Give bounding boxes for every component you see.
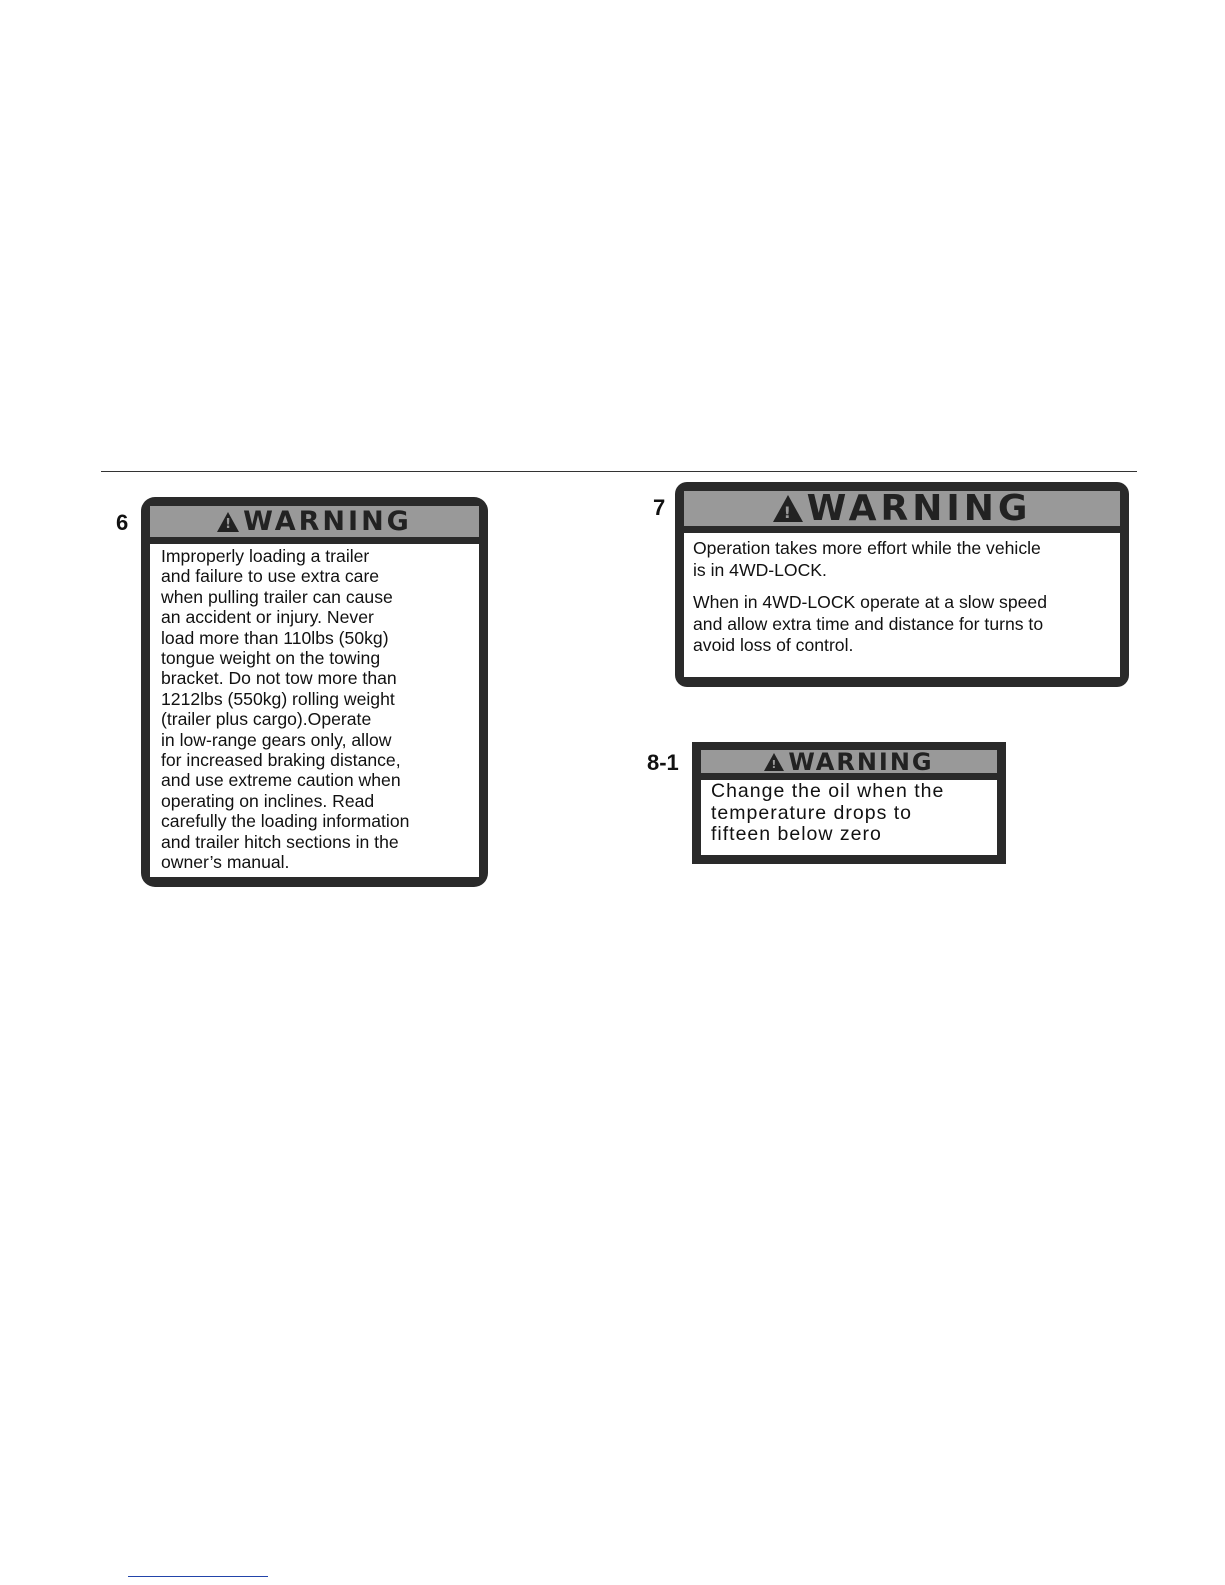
sign-7-paragraph — [693, 538, 1114, 581]
sign-8-1-header-text: WARNING — [788, 747, 934, 776]
sign-6-line: in low-range gears only, allow — [161, 729, 392, 750]
sign-6-body — [150, 544, 479, 877]
sign-6-line: 1212lbs (550kg) rolling weight — [161, 688, 395, 709]
sign-6-line: bracket. Do not tow more than — [161, 668, 397, 689]
sign-6-line: owner’s manual. — [161, 852, 290, 873]
sign-6-header — [150, 506, 479, 537]
sign-7-header-text: WARNING — [806, 488, 1032, 529]
sign-7-header — [684, 488, 1120, 529]
warning-triangle-icon: ! — [773, 495, 803, 522]
sign-6-line: load more than 110lbs (50kg) — [161, 627, 389, 648]
sign-6-line: tongue weight on the towing — [161, 648, 381, 669]
footer-link-underline — [128, 1576, 268, 1577]
sign-8-1-line: temperature drops to — [711, 801, 913, 824]
sign-6-line: and use extreme caution when — [161, 770, 401, 791]
warning-sign-8-1 — [692, 742, 1006, 864]
sign-6-line: an accident or injury. Never — [161, 607, 374, 628]
warning-triangle-icon: ! — [764, 753, 784, 771]
sign-6-number: 6 — [116, 510, 129, 535]
warning-triangle-icon: ! — [217, 512, 239, 532]
sign-7-number: 7 — [653, 495, 666, 520]
sign-7-line: is in 4WD-LOCK. — [693, 559, 827, 580]
sign-7-paragraph — [693, 592, 1114, 657]
sign-8-1-body — [701, 780, 997, 855]
sign-6-line: for increased braking distance, — [161, 750, 401, 771]
warning-sign-7 — [675, 482, 1129, 687]
sign-7-line: avoid loss of control. — [693, 635, 854, 656]
top-divider-rule — [101, 471, 1137, 472]
sign-7-line: When in 4WD-LOCK operate at a slow speed — [693, 592, 1047, 613]
sign-8-1-header — [701, 747, 997, 776]
sign-7-body — [684, 533, 1120, 677]
sign-8-1-number: 8-1 — [647, 750, 679, 775]
sign-6-line: and failure to use extra care — [161, 566, 380, 587]
sign-6-line: (trailer plus cargo).Operate — [161, 709, 372, 730]
warning-sign-6 — [141, 497, 488, 887]
sign-6-header-text: WARNING — [243, 506, 412, 537]
sign-7-line: and allow extra time and distance for turns to — [693, 613, 1044, 634]
sign-6-line: operating on inclines. Read — [161, 790, 375, 811]
sign-6-line: when pulling trailer can cause — [161, 586, 393, 607]
sign-7-line: Operation takes more effort while the vehicle — [693, 538, 1041, 558]
sign-6-line: and trailer hitch sections in the — [161, 831, 399, 852]
sign-8-1-line: fifteen below zero — [711, 823, 882, 845]
sign-6-line: Improperly loading a trailer — [161, 546, 370, 566]
sign-8-1-line: Change the oil when the — [711, 780, 945, 802]
sign-6-line: carefully the loading information — [161, 811, 410, 832]
